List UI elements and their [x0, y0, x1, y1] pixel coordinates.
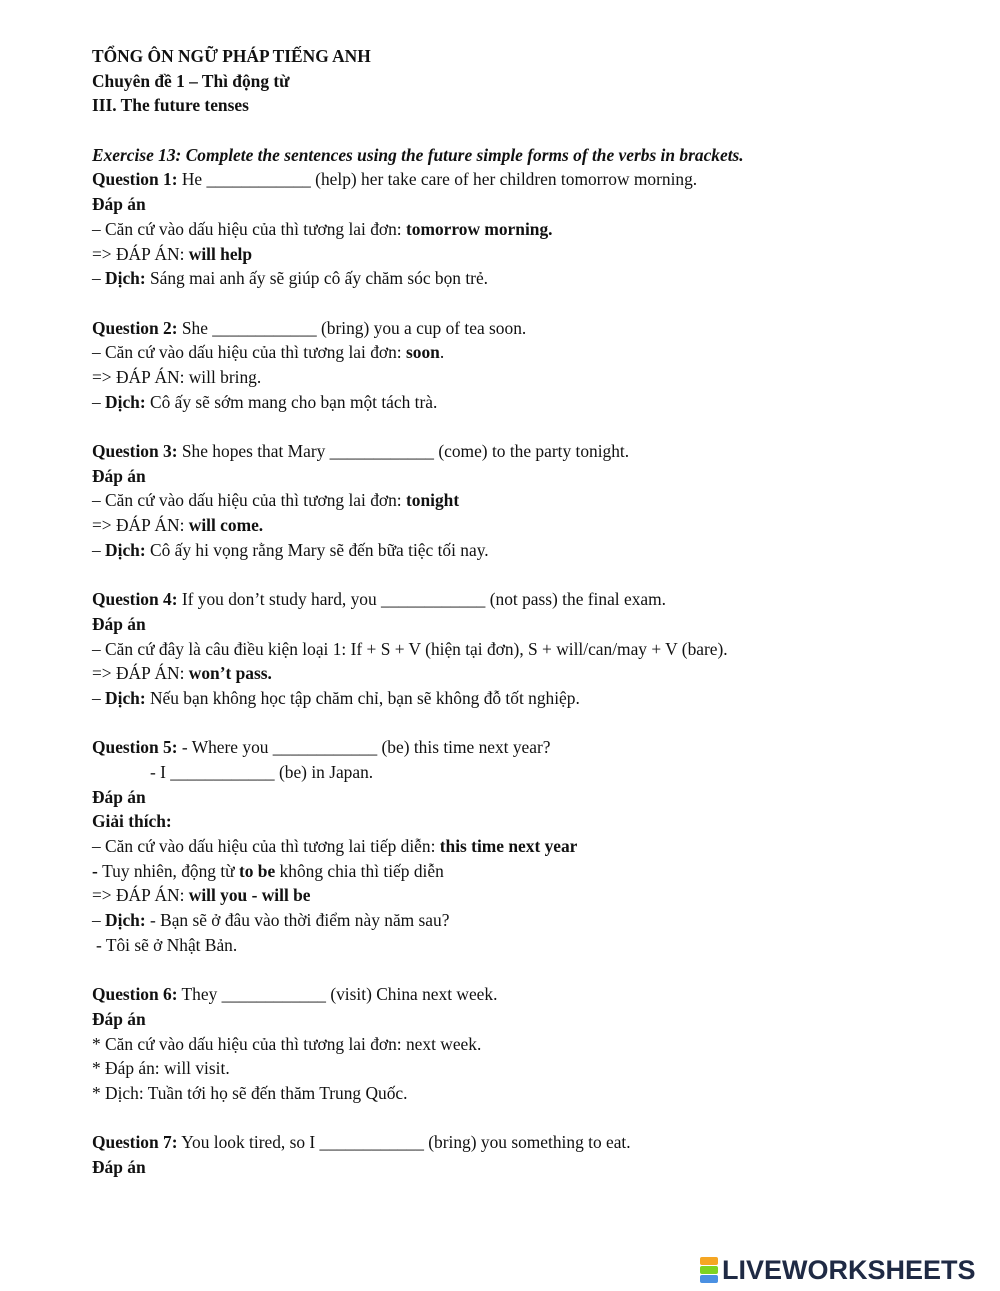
answer-value: will you - will be: [188, 885, 311, 906]
sign-text: – Căn cứ vào dấu hiệu của thì tương lai đơn:: [92, 490, 406, 511]
question-text: They ____________ (visit) China next week.: [177, 984, 498, 1005]
question-label: Question 4:: [92, 589, 178, 610]
answer-heading: Đáp án: [92, 613, 146, 634]
sign-value: this time next year: [439, 836, 578, 856]
question-text: He ____________ (help) her take care of her children tomorrow morning.: [177, 169, 698, 190]
answer-value: won’t pass.: [188, 663, 272, 684]
translation-dash: –: [92, 268, 106, 289]
explanation-heading: Giải thích:: [92, 811, 172, 832]
question-5: [92, 735, 972, 760]
translation-label: Dịch:: [105, 539, 146, 560]
sign-text: – Căn cứ vào dấu hiệu của thì tương lai tiếp diễn:: [92, 836, 440, 856]
translation-label: Dịch:: [105, 391, 146, 412]
answer-line: * Đáp án: will visit.: [92, 1058, 230, 1079]
answer-line: [92, 883, 972, 908]
sign-line: [92, 217, 972, 242]
question-label: Question 1:: [92, 169, 178, 190]
answer-line: => ĐÁP ÁN: will bring.: [92, 366, 262, 387]
translation-line: [92, 390, 972, 415]
sign-value: tomorrow morning.: [405, 218, 553, 239]
question-6: [92, 982, 972, 1007]
question-text: If you don’t study hard, you ____________ (not pass) the final exam.: [177, 589, 666, 610]
answer-prefix: => ĐÁP ÁN:: [92, 885, 189, 906]
answer-value: will come.: [188, 515, 264, 536]
section-heading: III. The future tenses: [92, 95, 249, 116]
question-3: [92, 439, 972, 464]
answer-line: [92, 242, 972, 267]
question-text: You look tired, so I ____________ (bring) you something to eat.: [177, 1132, 631, 1153]
question-text: She hopes that Mary ____________ (come) to the party tonight.: [177, 441, 630, 461]
note-text: không chia thì tiếp diễn: [275, 860, 444, 881]
logo-block-orange: [700, 1257, 718, 1265]
translation-text: Cô ấy sẽ sớm mang cho bạn một tách trà.: [145, 391, 438, 412]
answer-line: [92, 661, 972, 686]
translation-label: Dịch:: [105, 268, 146, 289]
translation-line: [92, 686, 972, 711]
answer-heading: Đáp án: [92, 194, 146, 215]
question-label: Question 7:: [92, 1132, 178, 1153]
answer-heading: Đáp án: [92, 1156, 146, 1177]
translation-label: Dịch:: [105, 687, 146, 708]
translation-dash: –: [92, 910, 106, 931]
question-1: [92, 167, 972, 192]
logo-block-blue: [700, 1275, 718, 1283]
note-text: Tuy nhiên, động từ: [102, 860, 239, 881]
translation-line: [92, 538, 972, 563]
document-title: TỔNG ÔN NGỮ PHÁP TIẾNG ANH: [92, 46, 371, 66]
note-dash: -: [92, 860, 103, 881]
translation-line: [92, 908, 972, 933]
answer-heading: Đáp án: [92, 465, 146, 486]
question-text-line-2: - I ____________ (be) in Japan.: [150, 761, 374, 782]
translation-text: - Bạn sẽ ở đâu vào thời điểm này năm sau?: [145, 910, 450, 931]
sign-text: – Căn cứ vào dấu hiệu của thì tương lai đơn:: [92, 342, 406, 363]
question-7: [92, 1130, 972, 1155]
exercise-instruction: Exercise 13: Complete the sentences using the future simple forms of the verbs in brackets.: [92, 144, 744, 165]
sign-line: [92, 488, 972, 513]
translation-dash: –: [92, 391, 106, 412]
topic-heading: Chuyên đề 1 – Thì động từ: [92, 70, 290, 91]
answer-prefix: => ĐÁP ÁN:: [92, 663, 189, 684]
sign-line: [92, 834, 972, 859]
sign-line: [92, 340, 972, 365]
note-line: [92, 859, 972, 884]
liveworksheets-icon: [700, 1257, 718, 1283]
sign-line: – Căn cứ đây là câu điều kiện loại 1: If + S + V (hiện tại đơn), S + will/can/may + V (bare).: [92, 638, 728, 659]
worksheet-page: [92, 44, 972, 1180]
sign-line: * Căn cứ vào dấu hiệu của thì tương lai đơn: next week.: [92, 1033, 482, 1054]
liveworksheets-logo[interactable]: [700, 1255, 976, 1285]
translation-line: [92, 266, 972, 291]
translation-text: Sáng mai anh ấy sẽ giúp cô ấy chăm sóc bọn trẻ.: [145, 268, 489, 289]
answer-line: [92, 513, 972, 538]
sign-text: – Căn cứ vào dấu hiệu của thì tương lai đơn:: [92, 218, 406, 239]
translation-line: * Dịch: Tuần tới họ sẽ đến thăm Trung Quốc.: [92, 1082, 408, 1103]
answer-prefix: => ĐÁP ÁN:: [92, 515, 189, 536]
logo-block-green: [700, 1266, 718, 1274]
translation-dash: –: [92, 687, 106, 708]
note-bold: to be: [238, 860, 276, 881]
translation-line-2: - Tôi sẽ ở Nhật Bản.: [96, 934, 238, 955]
answer-value: will help: [188, 243, 253, 264]
logo-text: LIVEWORKSHEETS: [722, 1254, 976, 1285]
question-2: [92, 316, 972, 341]
question-4: [92, 587, 972, 612]
answer-heading: Đáp án: [92, 1008, 146, 1029]
sign-end: .: [439, 342, 445, 363]
translation-text: Nếu bạn không học tập chăm chỉ, bạn sẽ không đỗ tốt nghiệp.: [145, 687, 580, 708]
translation-label: Dịch:: [105, 910, 146, 931]
question-label: Question 6:: [92, 984, 178, 1005]
answer-heading: Đáp án: [92, 786, 146, 807]
answer-prefix: => ĐÁP ÁN:: [92, 243, 189, 264]
translation-text: Cô ấy hi vọng rằng Mary sẽ đến bữa tiệc tối nay.: [145, 539, 489, 560]
question-label: Question 3:: [92, 441, 178, 461]
sign-value: tonight: [405, 490, 460, 511]
question-label: Question 5:: [92, 737, 178, 758]
question-text: She ____________ (bring) you a cup of tea soon.: [177, 317, 527, 338]
sign-value: soon: [405, 342, 440, 363]
question-label: Question 2:: [92, 317, 178, 338]
translation-dash: –: [92, 539, 106, 560]
question-text: - Where you ____________ (be) this time next year?: [177, 737, 551, 758]
